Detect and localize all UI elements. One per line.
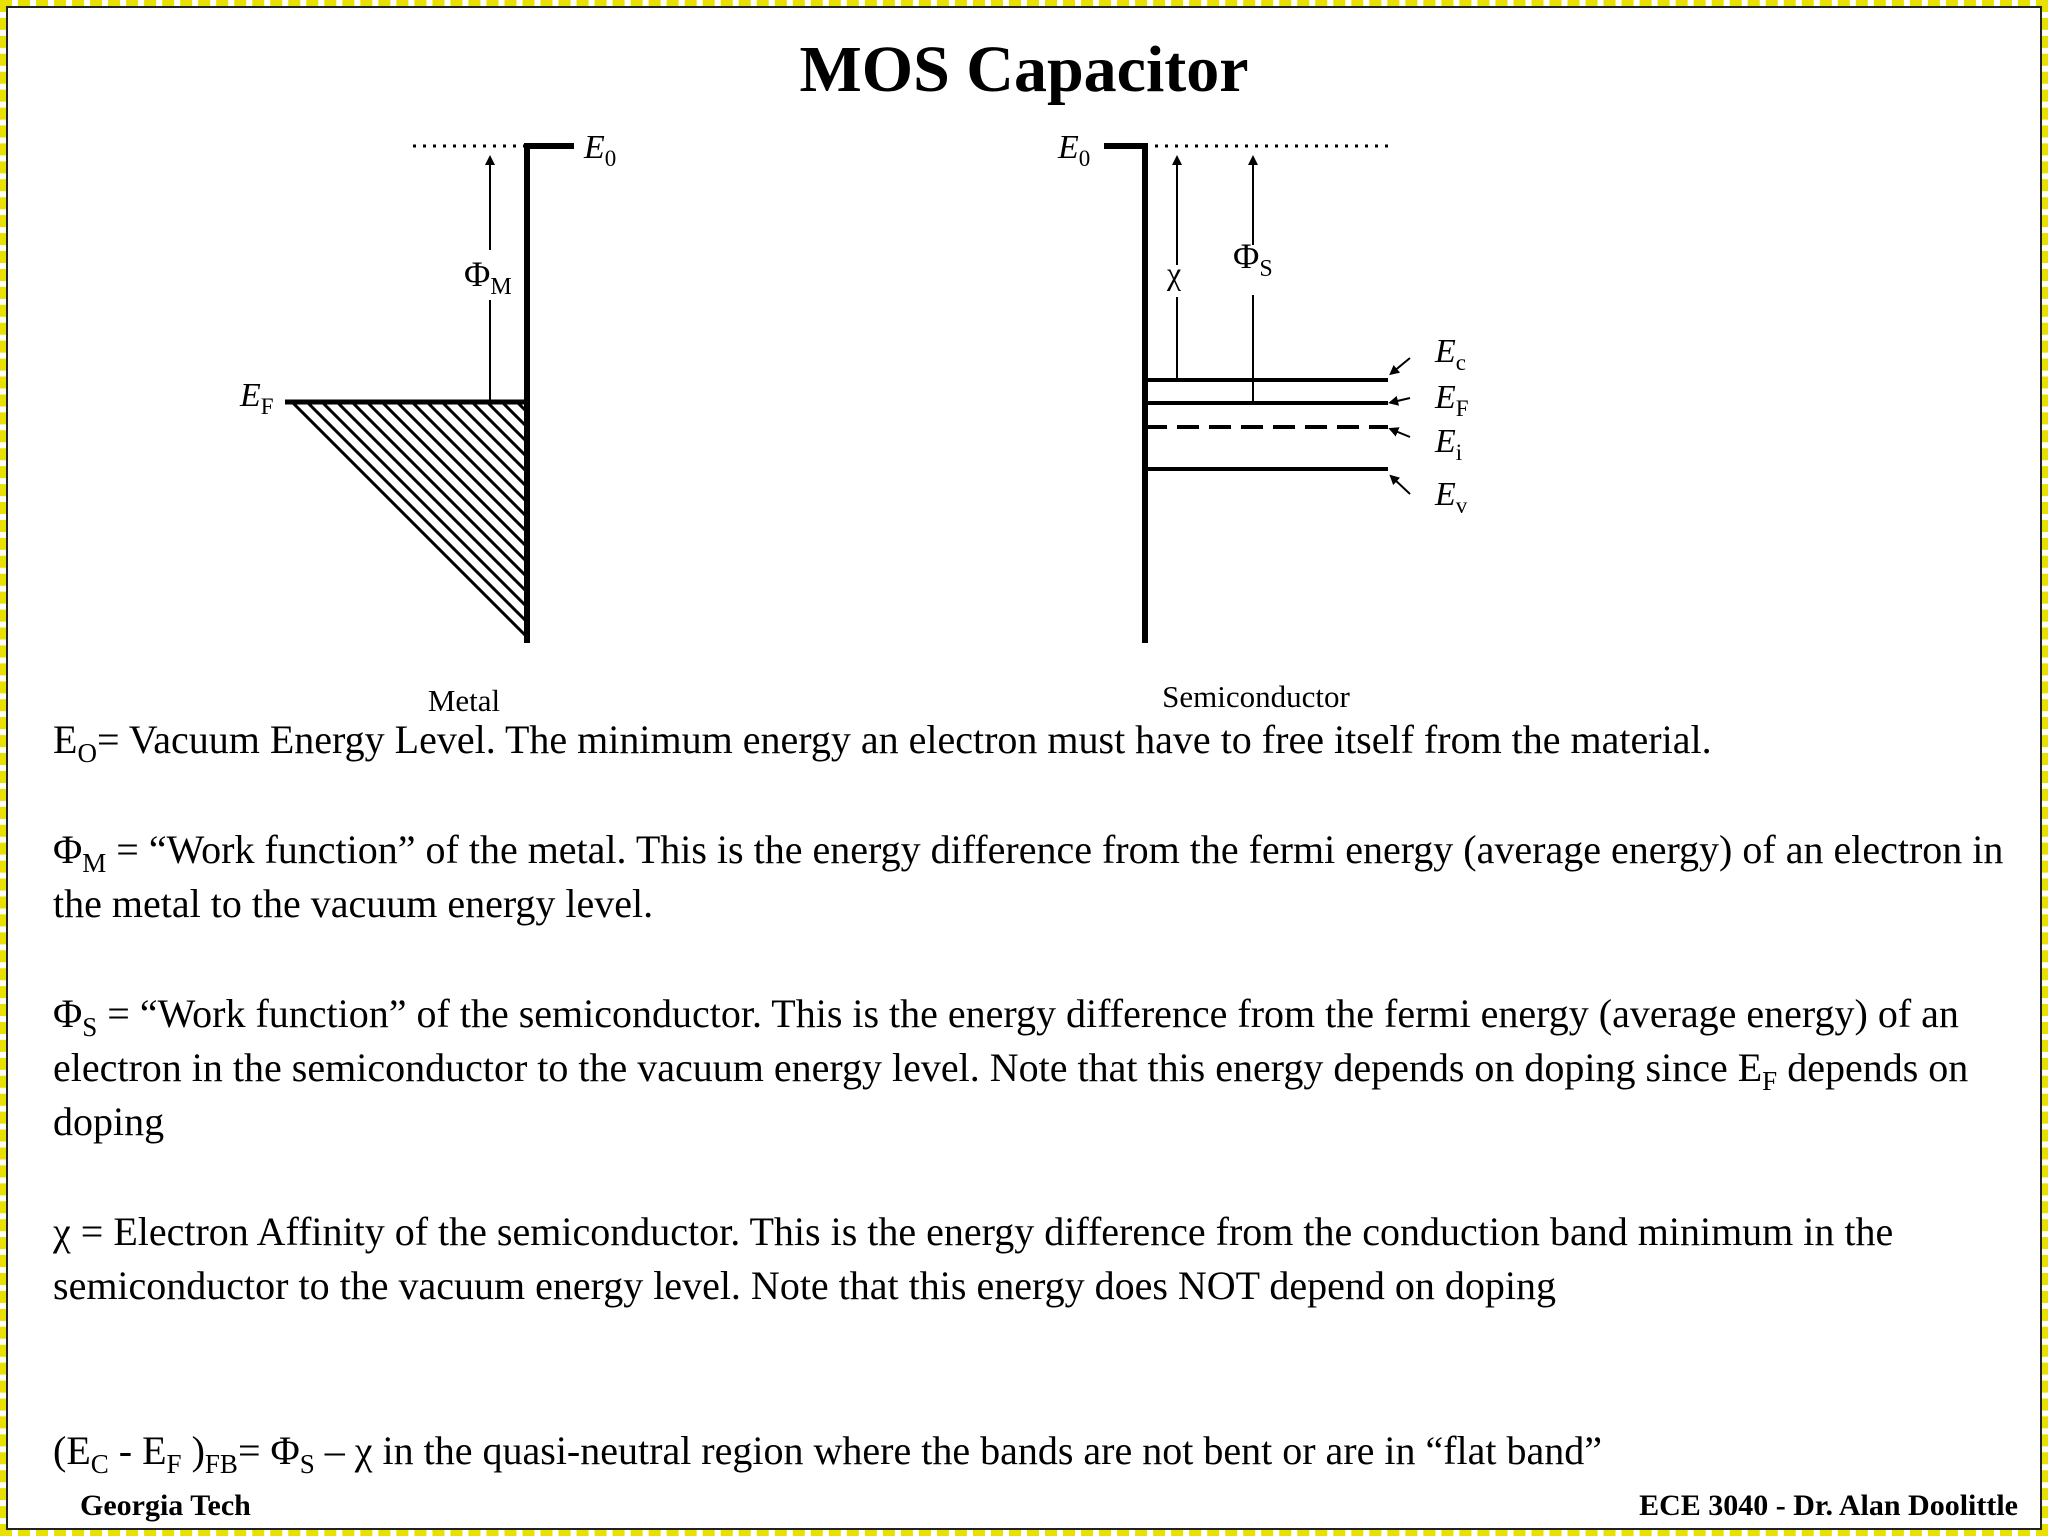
metal-ef-label: $E_F$ — [240, 377, 274, 419]
footer-institution: Georgia Tech — [80, 1489, 251, 1522]
semiconductor-band-diagram — [1057, 129, 1469, 643]
ei-label: $E_i$ — [1435, 423, 1463, 465]
definition-vacuum-level: $E_O=$ Vacuum Energy Level. The minimum energy an electron must have to free itself from the material. — [53, 717, 1712, 768]
band-diagram — [0, 0, 2048, 720]
ev-label: $E_v$ — [1435, 476, 1468, 518]
ef-label: $E_F$ — [1435, 379, 1469, 421]
phi-m-label: $\Phi_M$ — [464, 254, 512, 300]
ec-pointer — [1393, 358, 1410, 372]
chi-label: χ — [1167, 255, 1182, 291]
definition-metal-work-function: $\Phi_M$ = “Work function” of the metal. This is the energy difference from the fermi energy (average energy) of an electron in the metal to the vacuum energy level. — [53, 827, 2004, 926]
definition-semiconductor-work-function: $\Phi_S$ = “Work function” of the semiconductor. This is the energy difference from the fermi energy (average energy) of an electron in the semiconductor to the vacuum energy level. Note that this energy depends on doping since $E_F$ depends on doping — [53, 991, 1969, 1144]
metal-band-diagram — [200, 129, 845, 720]
metal-surface-line — [527, 146, 574, 643]
footer-course: ECE 3040 - Dr. Alan Doolittle — [1639, 1489, 2018, 1522]
metal-label: Metal — [427, 683, 501, 718]
metal-hatch — [200, 400, 845, 720]
semiconductor-label: Semiconductor — [1162, 679, 1350, 714]
semi-e0-label: $E_0$ — [1058, 129, 1091, 171]
slide-title: MOS Capacitor — [799, 33, 1249, 106]
metal-e0-label: $E_0$ — [584, 129, 617, 171]
definition-flat-band: ($E_C - E_F$ )$_{FB}= \Phi_S - \chi$ in the quasi-neutral region where the bands are not bent or are in “flat band” — [53, 1428, 1603, 1479]
ef-pointer — [1393, 398, 1410, 402]
phi-s-label: $\Phi_S$ — [1233, 236, 1273, 282]
definition-electron-affinity: χ = Electron Affinity of the semiconductor. This is the energy difference from the conduction band minimum in the semiconductor to the vacuum energy level. Note that this energy does NOT depend on doping — [53, 1209, 1894, 1308]
semi-surface-line — [1104, 146, 1145, 643]
ec-label: $E_c$ — [1435, 333, 1466, 375]
ei-pointer — [1393, 430, 1410, 437]
ev-pointer — [1393, 478, 1410, 494]
